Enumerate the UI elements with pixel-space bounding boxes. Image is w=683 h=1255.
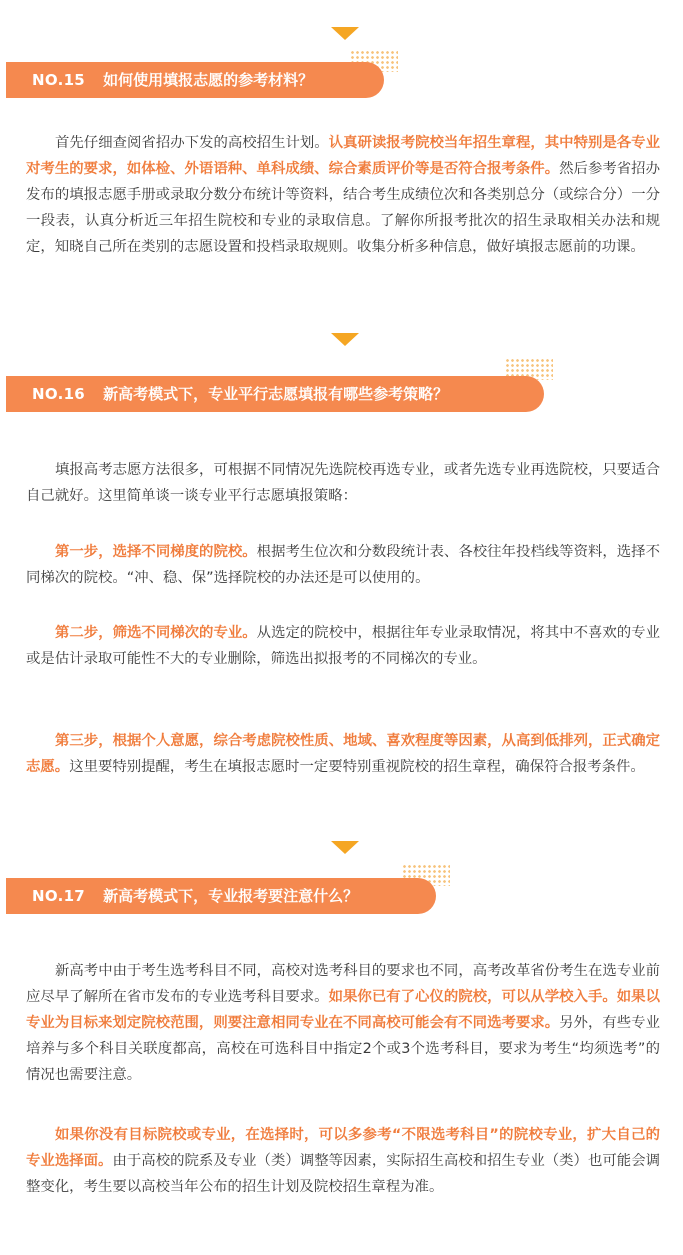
section-header — [6, 376, 544, 412]
section-number: NO.16 — [32, 385, 86, 403]
text-run: 另外，有些专业培养与多个科目关联度都高，高校在可选科目中指定2个或3个选考科目，要求为考生“均须选考”的情况也需要注意。 — [26, 1015, 660, 1083]
highlight-text: 第二步，筛选不同梯次的专业。 — [55, 625, 257, 641]
text-run: 填报高考志愿方法很多，可根据不同情况先选院校再选专业，或者先选专业再选院校，只要适合自己就好。这里简单谈一谈专业平行志愿填报策略： — [26, 462, 660, 504]
section-header — [6, 878, 436, 914]
highlight-text: 如果你没有目标院校或专业，在选择时，可以多参考“不限选考科目”的院校专业，扩大自己的专业选择面。 — [26, 1127, 660, 1169]
text-run: 由于高校的院系及专业（类）调整等因素，实际招生高校和招生专业（类）也可能会调整变化，考生要以高校当年公布的招生计划及院校招生章程为准。 — [26, 1153, 660, 1195]
text-run: 新高考中由于考生选考科目不同，高校对选考科目的要求也不同，高考改革省份考生在选专业前应尽早了解所在省市发布的专业选考科目要求。 — [26, 963, 660, 1005]
text-run: 根据考生位次和分数段统计表、各校往年投档线等资料，选择不同梯次的院校。“冲、稳、保”选择院校的办法还是可以使用的。 — [26, 544, 660, 586]
highlight-text: 第一步，选择不同梯度的院校。 — [55, 544, 257, 560]
paragraph — [26, 539, 660, 591]
highlight-text: 如果你已有了心仪的院校，可以从学校入手。如果以专业为目标来划定院校范围，则要注意相同专业在不同高校可能会有不同选考要求。 — [26, 989, 660, 1031]
paragraph — [26, 958, 660, 1088]
text-run: 从选定的院校中，根据往年专业录取情况，将其中不喜欢的专业或是估计录取可能性不大的专业删除，筛选出拟报考的不同梯次的专业。 — [26, 625, 660, 667]
section-arrow-icon — [331, 841, 359, 854]
highlight-text: 认真研读报考院校当年招生章程，其中特别是各专业对考生的要求，如体检、外语语种、单科成绩、综合素质评价等是否符合报考条件。 — [26, 135, 660, 177]
paragraph — [26, 1122, 660, 1200]
text-run: 这里要特别提醒，考生在填报志愿时一定要特别重视院校的招生章程，确保符合报考条件。 — [69, 759, 645, 775]
section-title: 新高考模式下，专业报考要注意什么？ — [103, 887, 359, 905]
section-number: NO.17 — [32, 887, 86, 905]
text-run: 首先仔细查阅省招办下发的高校招生计划。 — [55, 135, 329, 151]
section-number: NO.15 — [32, 71, 86, 89]
section-arrow-icon — [331, 27, 359, 40]
paragraph — [26, 130, 660, 260]
section-header — [6, 62, 384, 98]
paragraph — [26, 620, 660, 672]
section-title: 新高考模式下，专业平行志愿填报有哪些参考策略？ — [103, 385, 449, 403]
highlight-text: 第三步，根据个人意愿，综合考虑院校性质、地域、喜欢程度等因素，从高到低排列，正式确定志愿。 — [26, 733, 660, 775]
paragraph — [26, 457, 660, 509]
paragraph — [26, 728, 660, 780]
text-run: 然后参考省招办发布的填报志愿手册或录取分数分布统计等资料，结合考生成绩位次和各类别总分（或综合分）一分一段表，认真分析近三年招生院校和专业的录取信息。了解你所报考批次的招生录取相关办法和规定，知晓自己所在类别的志愿设置和投档录取规则。收集分析多种信息，做好填报志愿前的功课。 — [26, 161, 660, 255]
section-title: 如何使用填报志愿的参考材料？ — [103, 71, 314, 89]
section-arrow-icon — [331, 333, 359, 346]
